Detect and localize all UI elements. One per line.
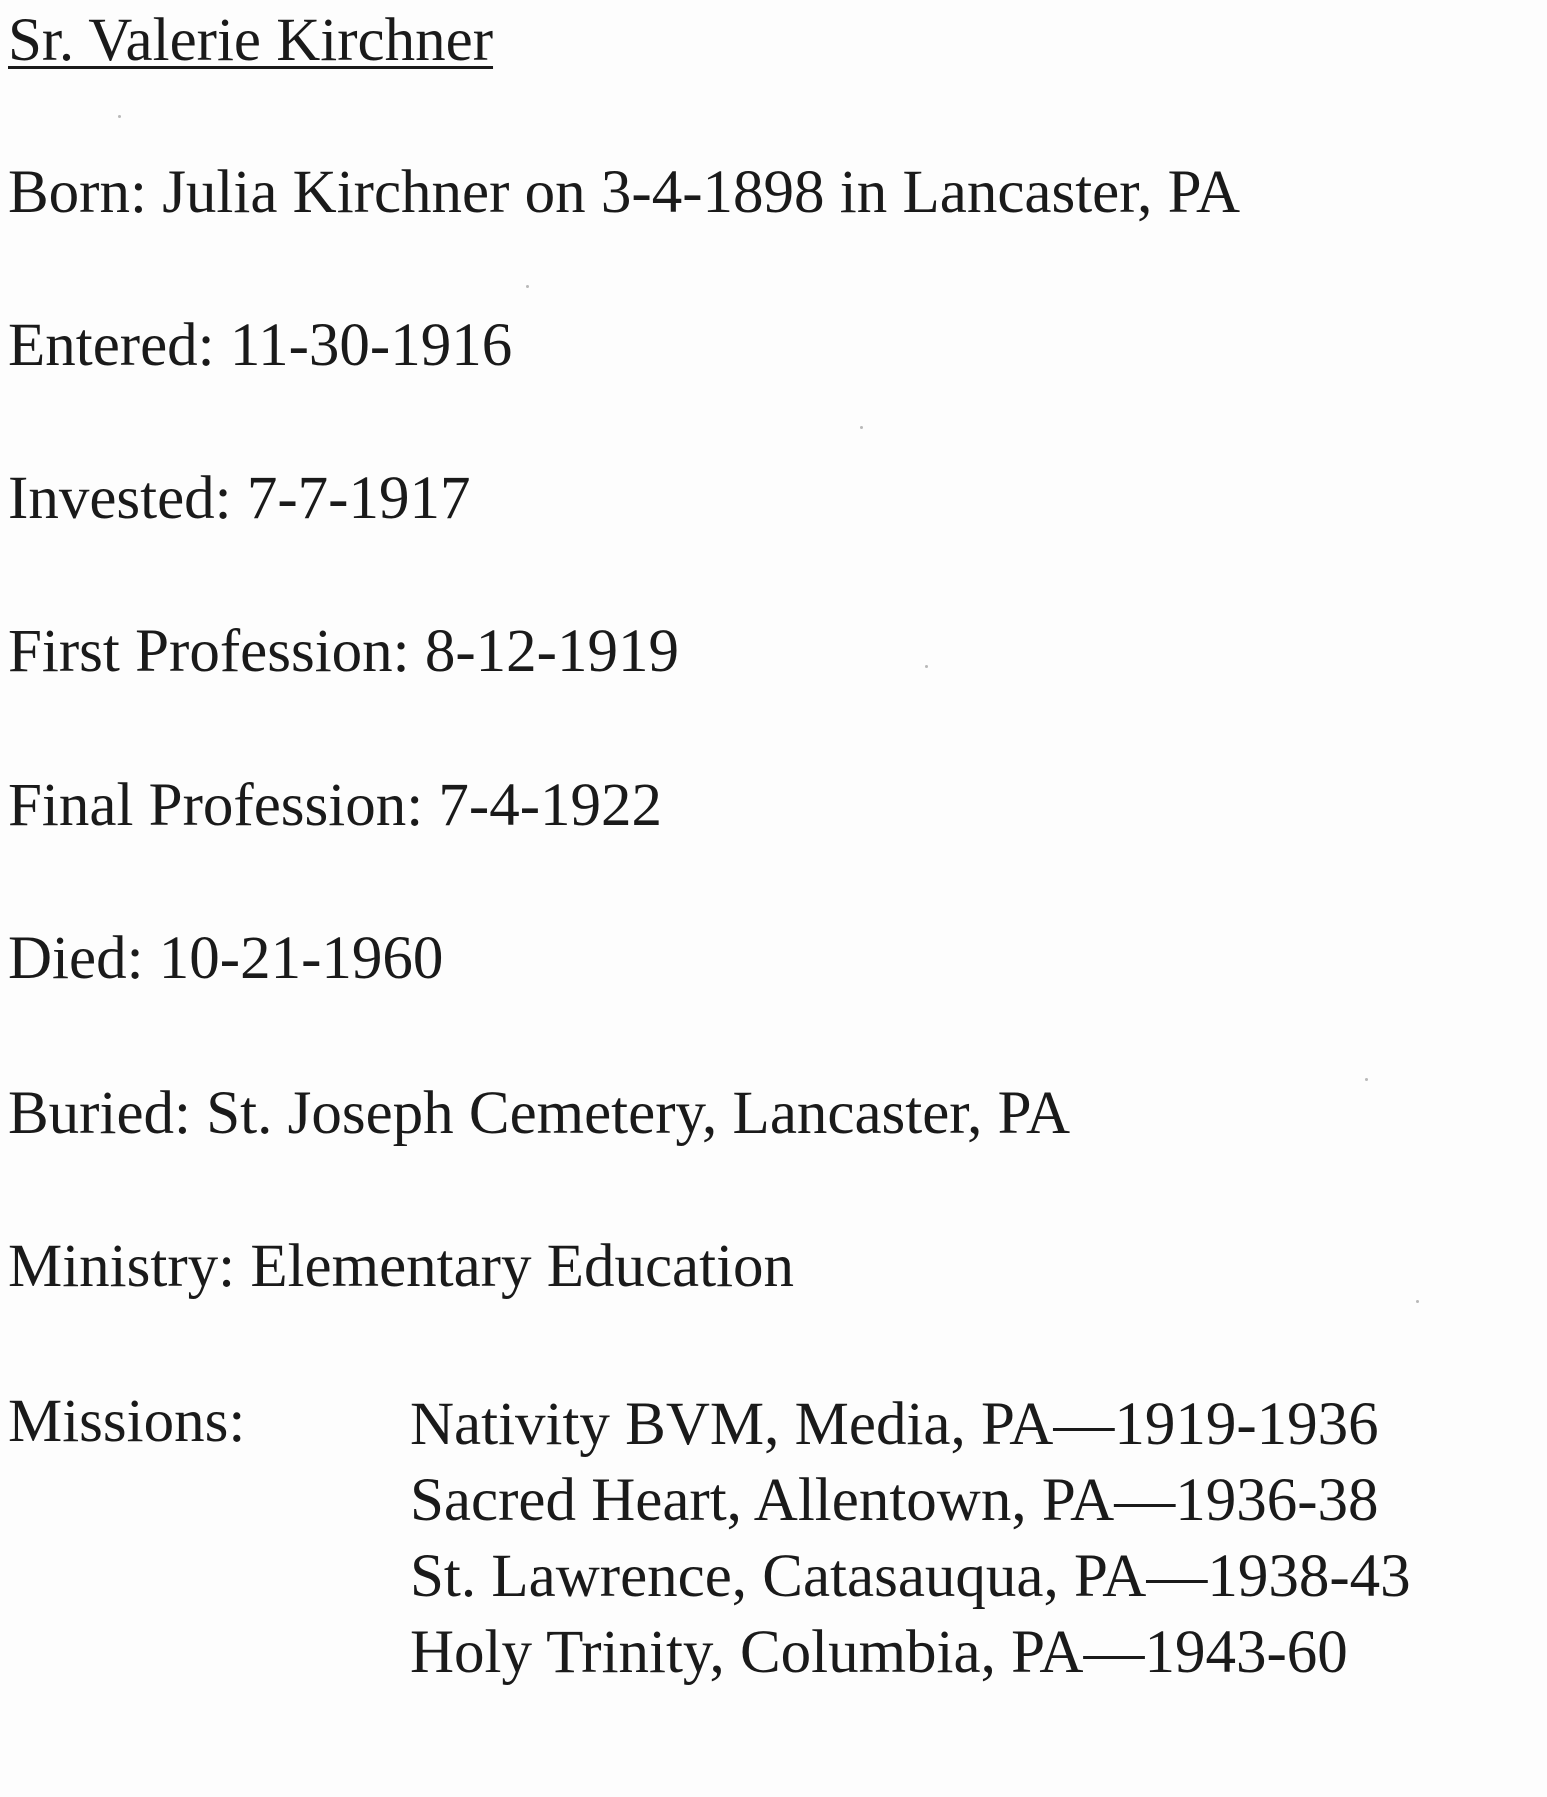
mission-item: Holy Trinity, Columbia, PA—1943-60 (410, 1619, 1348, 1686)
mission-item: St. Lawrence, Catasauqua, PA—1938-43 (410, 1543, 1411, 1610)
buried-line: Buried: St. Joseph Cemetery, Lancaster, PA (8, 1080, 1071, 1147)
missions-list (410, 1387, 1411, 1691)
born-line: Born: Julia Kirchner on 3-4-1898 in Lancaster, PA (8, 159, 1241, 226)
final-profession-line: Final Profession: 7-4-1922 (8, 772, 663, 839)
first-profession-line: First Profession: 8-12-1919 (8, 618, 679, 685)
mission-item: Sacred Heart, Allentown, PA—1936-38 (410, 1467, 1379, 1534)
scan-speck (118, 115, 121, 118)
invested-line: Invested: 7-7-1917 (8, 465, 471, 532)
scan-speck (860, 426, 863, 429)
mission-item: Nativity BVM, Media, PA—1919-1936 (410, 1391, 1379, 1458)
scan-speck (1416, 1300, 1419, 1303)
missions-label: Missions: (8, 1388, 246, 1455)
ministry-line: Ministry: Elementary Education (8, 1233, 795, 1300)
died-line: Died: 10-21-1960 (8, 925, 444, 992)
scan-speck (925, 665, 928, 668)
scan-speck (526, 285, 529, 288)
scan-speck (1365, 1078, 1368, 1081)
document-title: Sr. Valerie Kirchner (8, 7, 494, 74)
entered-line: Entered: 11-30-1916 (8, 312, 513, 379)
